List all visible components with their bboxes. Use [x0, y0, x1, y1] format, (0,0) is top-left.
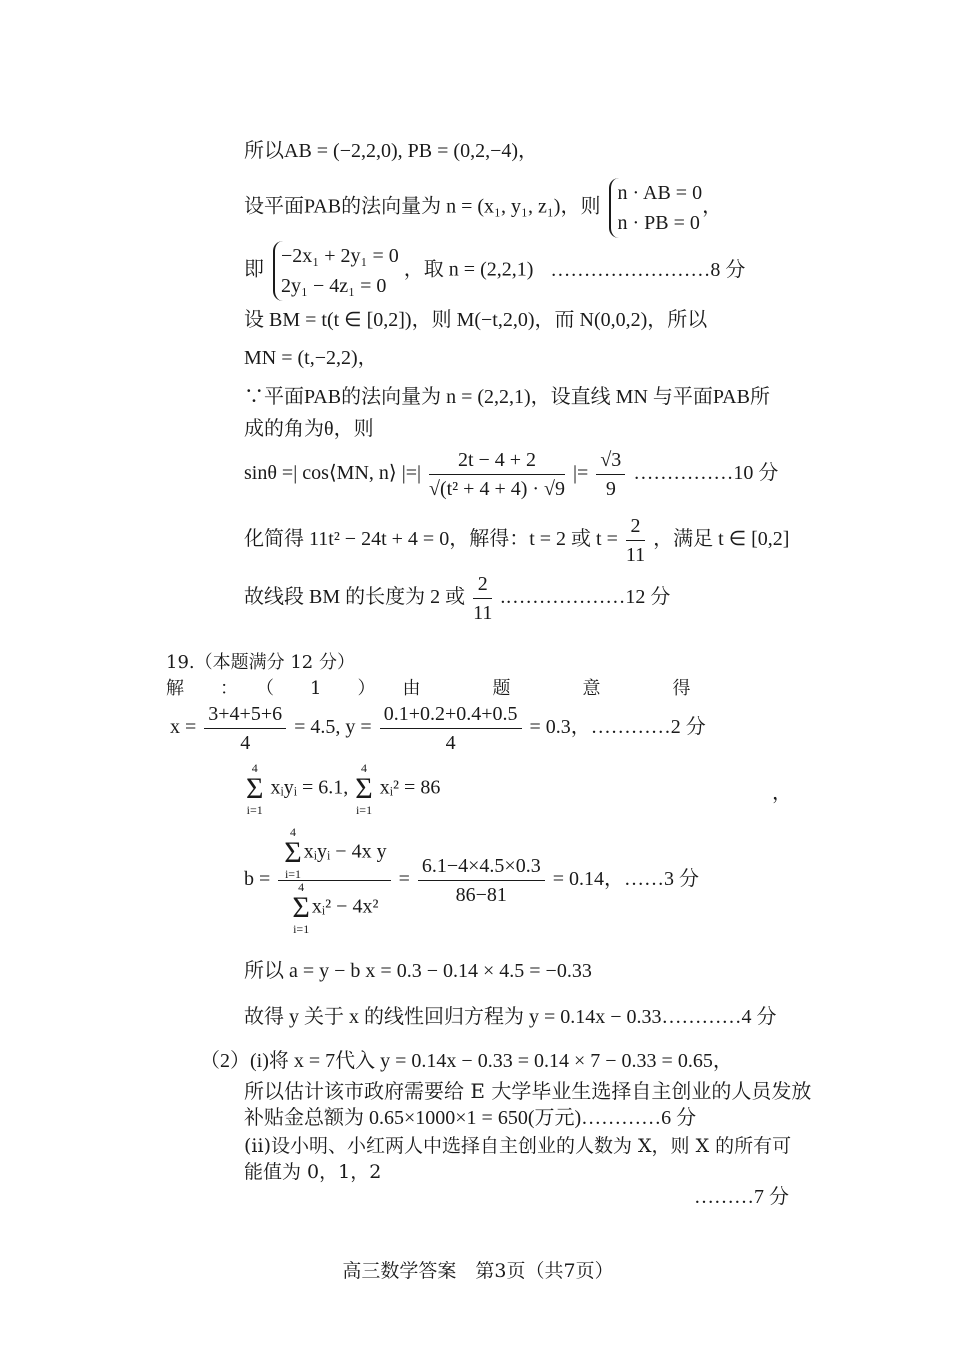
- part2-line-5: 能值为 0，1，2: [244, 1161, 382, 1183]
- line-9: [244, 512, 789, 569]
- part2-line-1: （2）(i)将 x = 7代入 y = 0.14x − 0.33 = 0.14 × 7 − 0.33 = 0.65，: [200, 1050, 733, 1072]
- system-eq-2: n · PB = 0: [617, 212, 700, 234]
- fraction-b-value: [418, 852, 545, 909]
- line-3-prefix: 即: [244, 258, 264, 281]
- sum-x2: xᵢ² = 86: [379, 776, 441, 799]
- system-eq-3: −2x₁ + 2y₁ = 0: [281, 245, 399, 267]
- frac-num: 2: [626, 512, 645, 541]
- fraction-b-formula: [278, 826, 390, 935]
- line-10: [244, 570, 670, 627]
- line-8: [244, 446, 778, 503]
- frac-den: 11: [625, 544, 646, 566]
- fraction-bm: [473, 570, 492, 627]
- question-19-title: 19.（本题满分 12 分）: [166, 652, 355, 673]
- line-2: 设平面PAB的法向量为 n = (x₁, y₁, z₁)，则 n · AB = 0 n · PB = 0 ，: [244, 178, 722, 238]
- line-3-text: ，取 n = (2,2,1): [403, 258, 534, 281]
- line-3: [244, 241, 745, 301]
- question-19-solution-label: 解 ： （ 1 ） 由 题 意 得: [166, 678, 691, 699]
- fraction-ybar: [380, 700, 522, 757]
- frac-den: 4 Σ i=1xᵢ² − 4x²: [292, 880, 379, 936]
- line-1: 所以AB = (−2,2,0), PB = (0,2,−4)，: [244, 140, 539, 162]
- equation-system: [273, 241, 399, 301]
- sum-comma: ，: [772, 782, 792, 804]
- normal-vector-system: [609, 178, 702, 238]
- line-7: 成的角为θ，则: [244, 418, 374, 440]
- xbar-label: x =: [170, 716, 197, 739]
- bm-length-text: 故线段 BM 的长度为 2 或: [244, 586, 466, 609]
- frac-den: 4: [240, 732, 251, 754]
- page-footer: 高三数学答案 第3页（共7页）: [342, 1260, 614, 1282]
- frac-den: 86−81: [455, 884, 507, 906]
- frac-den: √(t² + 4 + 4) · √9: [428, 478, 566, 500]
- frac-num: 3+4+5+6: [204, 700, 286, 729]
- line-5: MN = (t,−2,2)，: [244, 347, 378, 369]
- fraction-xbar: [204, 700, 286, 757]
- part2-line-2: 所以估计该市政府需要给 E 大学毕业生选择自主创业的人员发放: [244, 1079, 812, 1103]
- ybar-label: = 4.5, y =: [294, 716, 372, 739]
- sum-xy: xᵢyᵢ = 6.1,: [270, 776, 349, 799]
- frac-num: 2t − 4 + 2: [429, 446, 565, 475]
- regression-line: 故得 y 关于 x 的线性回归方程为 y = 0.14x − 0.33…………4 分: [244, 1006, 777, 1028]
- sum-line: [244, 762, 440, 816]
- score-10: ……………10 分: [633, 462, 779, 485]
- frac-num: √3: [596, 446, 625, 475]
- sin-theta-expr: sinθ =| cos⟨MN, n⟩ |=|: [244, 462, 421, 485]
- frac-den: 9: [605, 478, 616, 500]
- line-6: ∵平面PAB的法向量为 n = (2,2,1)，设直线 MN 与平面PAB所: [244, 386, 770, 408]
- frac-num: 0.1+0.2+0.4+0.5: [380, 700, 522, 729]
- score-3: = 0.14，……3 分: [552, 868, 699, 891]
- a-hat-line: 所以 a = y − b x = 0.3 − 0.14 × 4.5 = −0.33: [244, 960, 592, 982]
- frac-den: 4: [445, 732, 456, 754]
- frac-num: 4 Σ i=1xᵢyᵢ − 4x y: [278, 826, 390, 881]
- b-hat-label: b =: [244, 868, 271, 891]
- frac-den: 11: [473, 602, 493, 624]
- fraction-t: [626, 512, 645, 569]
- part2-line-4: (ii)设小明、小红两人中选择自主创业的人数为 X，则 X 的所有可: [244, 1135, 792, 1157]
- score-7: ………7 分: [694, 1186, 789, 1208]
- mean-line: [170, 700, 706, 757]
- sigma-icon: 4 Σ i=1: [355, 761, 373, 817]
- condition-text: ，满足 t ∈ [0,2]: [653, 528, 790, 551]
- fraction-result: [596, 446, 625, 503]
- line-4: 设 BM = t(t ∈ [0,2])，则 M(−t,2,0)，而 N(0,0,2)，所以: [244, 309, 708, 331]
- score-8: ……………………8 分: [550, 258, 746, 281]
- equals: |=: [573, 462, 589, 485]
- frac-num: 2: [473, 570, 492, 599]
- part2-line-3: 补贴金总额为 0.65×1000×1 = 650(万元)…………6 分: [244, 1107, 697, 1129]
- system-eq-4: 2y₁ − 4z₁ = 0: [281, 275, 387, 297]
- score-2: = 0.3，…………2 分: [529, 716, 706, 739]
- score-12: .………………12 分: [500, 586, 671, 609]
- line-2-text: 设平面PAB的法向量为 n = (x₁, y₁, z₁)，则: [244, 195, 601, 218]
- fraction-cos: [429, 446, 565, 503]
- b-hat-line: b = 4 Σ i=1xᵢyᵢ − 4x y 4 Σ i=1xᵢ² − 4x² = $\frac{6.1-4\times 4.5\times 0.3}{86-81}$ = 0.14，……3 分: [244, 825, 699, 936]
- simplify-text: 化简得 11t² − 24t + 4 = 0，解得：t = 2 或 t =: [244, 528, 618, 551]
- sigma-icon: 4 Σ i=1: [246, 761, 264, 817]
- frac-num: 6.1−4×4.5×0.3: [418, 852, 545, 881]
- system-eq-1: n · AB = 0: [617, 182, 703, 204]
